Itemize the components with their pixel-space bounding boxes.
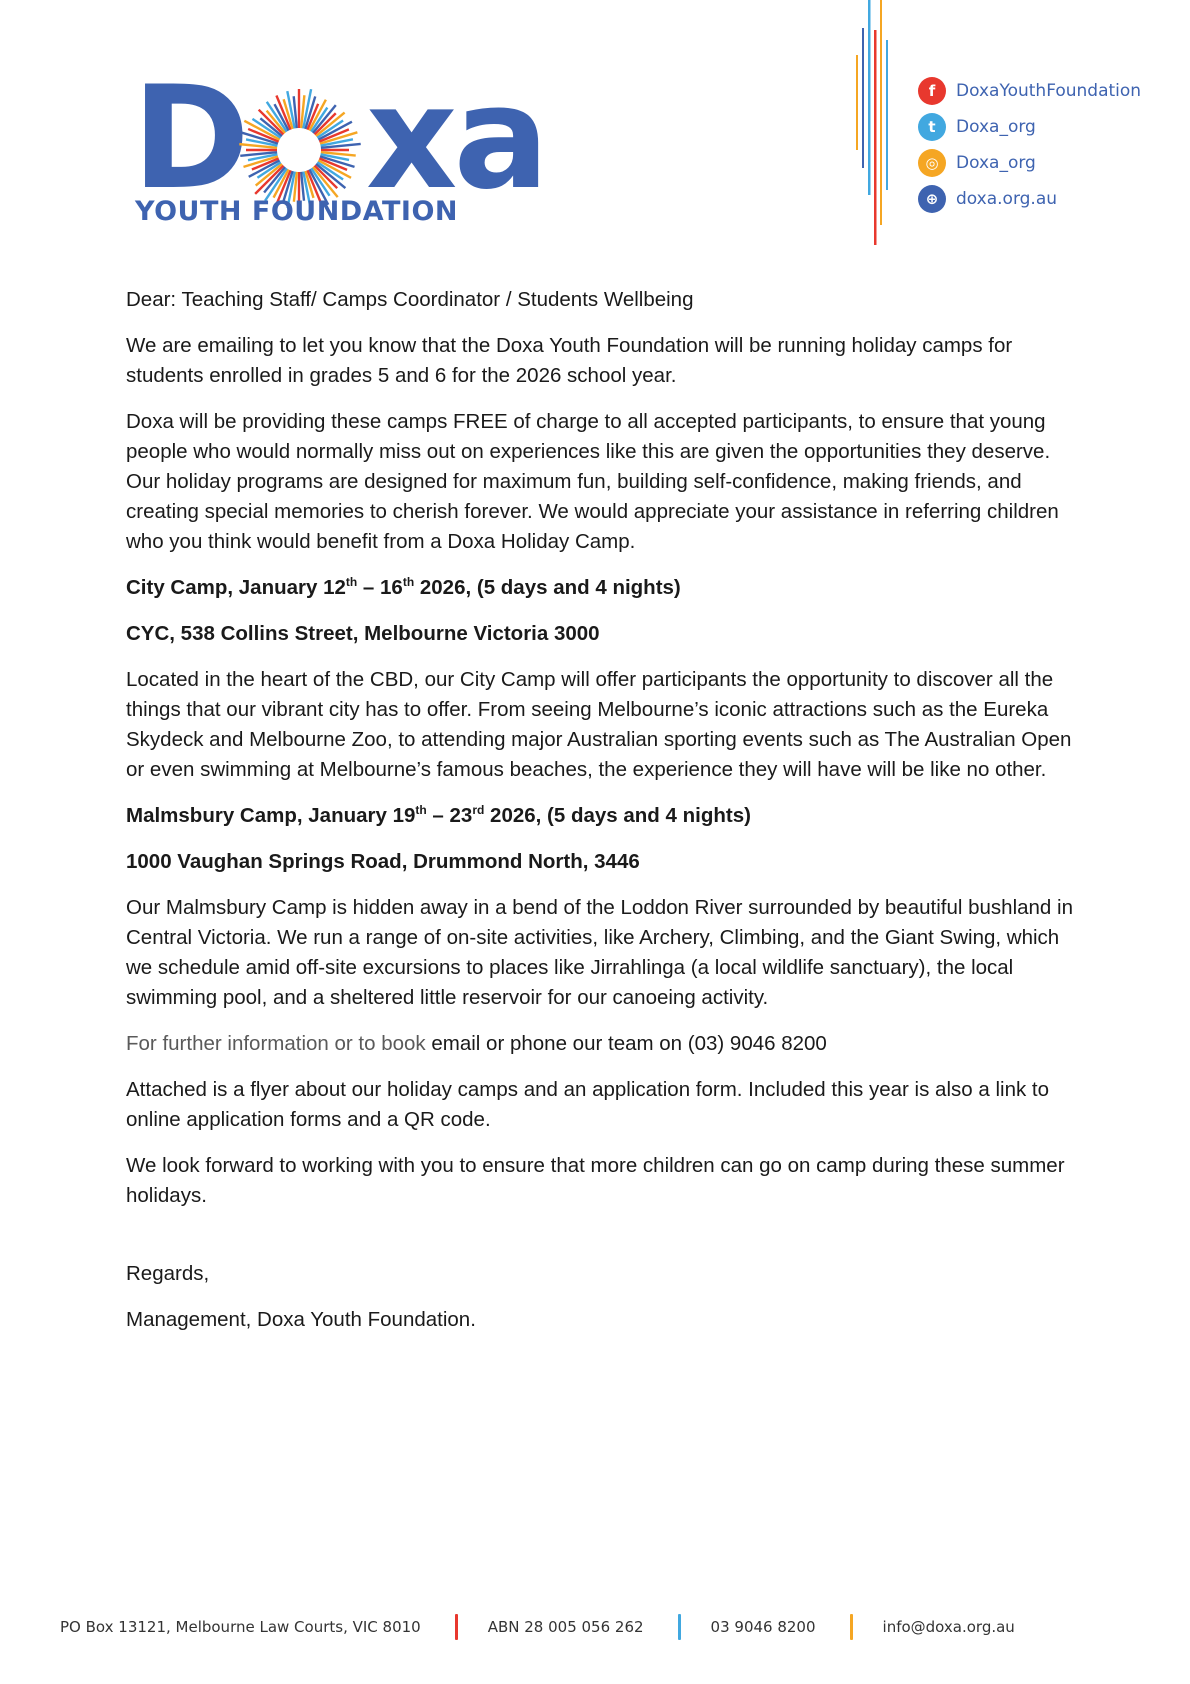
- decorative-bars: [855, 0, 895, 245]
- footer-abn: ABN 28 005 056 262: [487, 1618, 644, 1636]
- social-twitter[interactable]: [918, 109, 1141, 145]
- salutation: Dear: Teaching Staff/ Camps Coordinator / Students Wellbeing: [126, 288, 694, 311]
- footer-phone: 03 9046 8200: [710, 1618, 816, 1636]
- website-label: doxa.org.au: [956, 189, 1058, 209]
- paragraph-intro: We are emailing to let you know that the Doxa Youth Foundation will be running holiday camps for students enrolled in grades 5 and 6 for the 2026 school year.: [126, 334, 1013, 387]
- paragraph-free-camps: Doxa will be providing these camps FREE of charge to all accepted participants, to ensure that young people who would normally miss out on experiences like this are given the opportunities they deserve. Our holiday programs are designed for maximum fun, building self-confidence, making friends, and creating special memories to cherish forever. We would appreciate your assistance in referring children who you think would benefit from a Doxa Holiday Camp.: [126, 410, 1059, 553]
- paragraph-city-camp: Located in the heart of the CBD, our City Camp will offer participants the opportunity to discover all the things that our vibrant city has to offer. From seeing Melbourne’s iconic attractions such as the Eureka Skydeck and Melbourne Zoo, to attending major Australian sporting events such as The Australian Open or even swimming at Melbourne’s famous beaches, the experience they will have will be like no other.: [126, 668, 1072, 781]
- footer: [60, 1612, 1130, 1642]
- footer-email[interactable]: info@doxa.org.au: [882, 1618, 1015, 1636]
- footer-address: PO Box 13121, Melbourne Law Courts, VIC 8010: [60, 1618, 421, 1636]
- twitter-icon: t: [918, 113, 946, 141]
- social-facebook[interactable]: [918, 73, 1141, 109]
- city-camp-address: CYC, 538 Collins Street, Melbourne Victoria 3000: [126, 622, 600, 645]
- logo-subtitle: YOUTH FOUNDATION: [135, 196, 459, 227]
- signoff: Management, Doxa Youth Foundation.: [126, 1308, 476, 1331]
- logo-letter-d: D: [132, 56, 246, 221]
- letter-body: [126, 285, 1086, 1351]
- footer-separator-yellow: [850, 1614, 853, 1640]
- social-links: [918, 73, 1141, 217]
- malmsbury-camp-heading: Malmsbury Camp, January 19th – 23rd 2026, (5 days and 4 nights): [126, 803, 751, 827]
- contact-link-text[interactable]: For further information or to book: [126, 1032, 426, 1055]
- footer-separator-blue: [678, 1614, 681, 1640]
- footer-separator-red: [455, 1614, 458, 1640]
- paragraph-contact: For further information or to book email or phone our team on (03) 9046 8200: [126, 1032, 827, 1055]
- doxa-logo: [132, 56, 546, 227]
- instagram-icon: ◎: [918, 149, 946, 177]
- logo-letters-xa: xa: [365, 56, 546, 221]
- malmsbury-camp-address: 1000 Vaughan Springs Road, Drummond North, 3446: [126, 850, 640, 873]
- social-website[interactable]: [918, 181, 1141, 217]
- facebook-icon: f: [918, 77, 946, 105]
- social-instagram[interactable]: [918, 145, 1141, 181]
- instagram-label: Doxa_org: [956, 153, 1036, 173]
- paragraph-closing: We look forward to working with you to ensure that more children can go on camp during these summer holidays.: [126, 1154, 1065, 1207]
- city-camp-heading: City Camp, January 12th – 16th 2026, (5 days and 4 nights): [126, 575, 681, 599]
- paragraph-malmsbury-camp: Our Malmsbury Camp is hidden away in a bend of the Loddon River surrounded by beautiful bushland in Central Victoria. We run a range of on-site activities, like Archery, Climbing, and the Giant Swing, which we schedule amid off-site excursions to places like Jirrahlinga (a local wildlife sanctuary), the local swimming pool, and a sheltered little reservoir for our canoeing activity.: [126, 896, 1073, 1009]
- regards: Regards,: [126, 1262, 210, 1285]
- paragraph-attachments: Attached is a flyer about our holiday camps and an application form. Included this year is also a link to online application forms and a QR code.: [126, 1078, 1050, 1131]
- website-icon: ⊕: [918, 185, 946, 213]
- twitter-label: Doxa_org: [956, 117, 1036, 137]
- facebook-label: DoxaYouthFoundation: [956, 81, 1142, 101]
